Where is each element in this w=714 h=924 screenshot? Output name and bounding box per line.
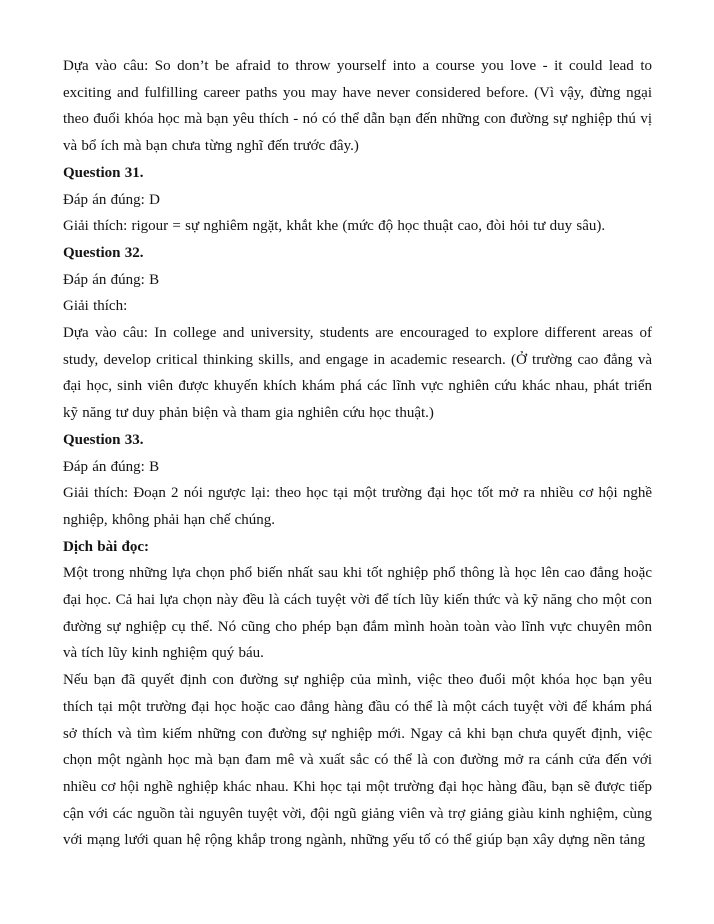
question-32-heading: Question 32. [63, 244, 144, 261]
question-32-answer: Đáp án đúng: B [63, 271, 160, 288]
translation-paragraph-1: Một trong những lựa chọn phổ biến nhất sau khi tốt nghiệp phổ thông là học lên cao đẳng hoặc đại học. Cả hai lựa chọn này đều là cách tuyệt vời để tích lũy kiến thức và kỹ năng cho một con đường sự nghiệp cụ thể. Nó cũng cho phép bạn đắm mình hoàn toàn vào lĩnh vực chuyên môn và tích lũy kinh nghiệm quý báu. [63, 565, 652, 662]
question-33-explanation: Giải thích: Đoạn 2 nói ngược lại: theo học tại một trường đại học tốt mở ra nhiều cơ hội nghề nghiệp, không phải hạn chế chúng. [63, 485, 652, 528]
reading-translation-heading: Dịch bài đọc: [63, 538, 150, 555]
question-32-explanation-paragraph: Dựa vào câu: In college and university, students are encouraged to explore different areas of study, develop critical thinking skills, and engage in academic research. (Ở trường cao đẳng và đại học, sinh viên được khuyến khích khám phá các lĩnh vực nghiên cứu khác nhau, phát triển kỹ năng tư duy phản biện và tham gia nghiên cứu học thuật.) [63, 325, 652, 422]
question-32-explanation-label: Giải thích: [63, 298, 128, 315]
question-33-answer: Đáp án đúng: B [63, 458, 160, 475]
question-31-answer: Đáp án đúng: D [63, 191, 160, 208]
question-33-heading: Question 33. [63, 431, 144, 448]
question-31-heading: Question 31. [63, 164, 144, 181]
question-31-explanation: Giải thích: rigour = sự nghiêm ngặt, khắt khe (mức độ học thuật cao, đòi hỏi tư duy sâu). [63, 218, 606, 235]
translation-paragraph-2: Nếu bạn đã quyết định con đường sự nghiệp của mình, việc theo đuổi một khóa học bạn yêu thích tại một trường đại học hoặc cao đẳng hàng đầu có thể là một cách tuyệt vời để khám phá sở thích và tìm kiếm những con đường sự nghiệp mới. Ngay cả khi bạn chưa quyết định, việc chọn một ngành học mà bạn đam mê và xuất sắc có thể là con đường mở ra cánh cửa đến với nhiều cơ hội nghề nghiệp khác nhau. Khi học tại một trường đại học hàng đầu, bạn sẽ được tiếp cận với các nguồn tài nguyên tuyệt vời, đội ngũ giảng viên và trợ giảng giàu kinh nghiệm, cùng với mạng lưới quan hệ rộng khắp trong ngành, những yếu tố có thể giúp bạn xây dựng nền tảng [63, 672, 652, 849]
explanation-evidence-paragraph: Dựa vào câu: So don’t be afraid to throw yourself into a course you love - it could lead to exciting and fulfilling career paths you may have never considered before. (Vì vậy, đừng ngại theo đuổi khóa học mà bạn yêu thích - nó có thể dẫn bạn đến những con đường sự nghiệp thú vị và bổ ích mà bạn chưa từng nghĩ đến trước đây.) [63, 58, 652, 155]
